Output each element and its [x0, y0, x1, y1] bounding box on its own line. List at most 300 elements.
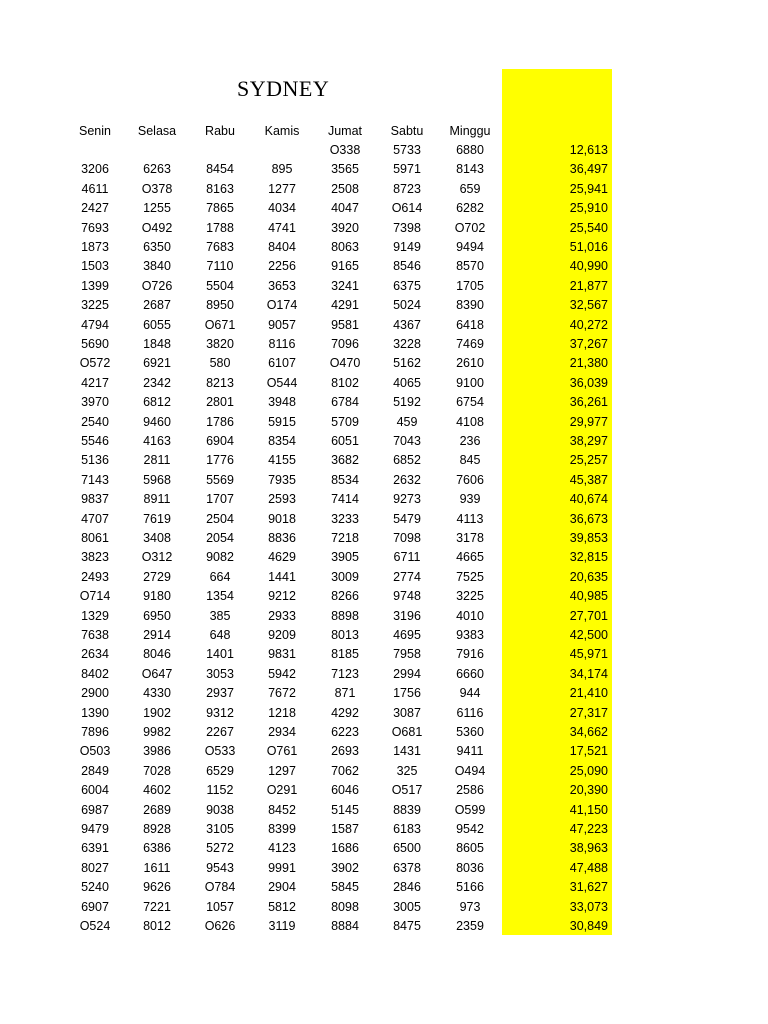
table-cell-senin: 5546: [81, 434, 109, 448]
table-cell-minggu: 9411: [456, 744, 484, 759]
table-cell-sabtu: 6500: [393, 841, 421, 856]
row-total-cell: 38,963: [569, 841, 608, 856]
table-cell-senin: 5136: [81, 453, 109, 468]
table-row: [0, 316, 768, 335]
table-cell-kamis: 5915: [268, 414, 296, 429]
table-cell-sabtu: 8546: [393, 259, 421, 274]
row-total-cell: 34,174: [569, 666, 608, 681]
column-header-row: [0, 122, 768, 141]
table-cell-sabtu: 5192: [393, 395, 421, 410]
table-cell-jumat: 3682: [331, 453, 359, 468]
table-cell-sabtu: 1431: [393, 744, 421, 759]
table-cell-minggu: 973: [459, 899, 481, 914]
table-cell-kamis: 9212: [268, 589, 296, 604]
table-cell-selasa: 1255: [143, 201, 171, 216]
table-cell-selasa: 6921: [143, 356, 171, 371]
table-cell-minggu: 1705: [456, 278, 484, 293]
table-cell-kamis: O174: [266, 298, 298, 313]
table-cell-kamis: O544: [266, 375, 298, 390]
table-cell-senin: 6004: [81, 783, 109, 798]
table-cell-sabtu: 5024: [393, 298, 421, 313]
table-cell-sabtu: 1756: [393, 686, 421, 701]
table-cell-jumat: 7123: [331, 666, 359, 681]
table-cell-minggu: 4108: [456, 414, 484, 429]
table-cell-minggu: 5166: [456, 880, 484, 895]
table-cell-rabu: 664: [209, 569, 231, 584]
table-cell-senin: 3823: [81, 550, 109, 565]
table-cell-selasa: 8911: [143, 492, 171, 507]
table-cell-minggu: 8605: [456, 841, 484, 856]
table-cell-sabtu: O614: [391, 201, 423, 216]
table-cell-sabtu: 5479: [393, 511, 421, 526]
table-cell-sabtu: 8475: [393, 919, 421, 933]
table-cell-jumat: 6046: [331, 783, 359, 798]
table-cell-selasa: [129, 141, 185, 160]
table-cell-minggu: 944: [459, 686, 481, 701]
table-cell-selasa: 6055: [143, 317, 171, 332]
table-cell-rabu: 6904: [206, 434, 234, 448]
table-cell-jumat: 7096: [331, 337, 359, 351]
column-header-selasa: Selasa: [137, 124, 177, 138]
table-cell-minggu: 5360: [456, 725, 484, 739]
table-cell-jumat: 8185: [331, 647, 359, 662]
table-cell-rabu: 2801: [206, 395, 234, 410]
table-cell-sabtu: 2994: [393, 666, 421, 681]
table-cell-minggu: 6282: [456, 201, 484, 216]
table-row: [0, 180, 768, 199]
table-cell-senin: 8061: [81, 531, 109, 545]
table-cell-sabtu: 3196: [393, 608, 421, 623]
table-cell-selasa: 1902: [143, 705, 171, 720]
row-total-cell: 25,090: [569, 763, 608, 778]
table-row: [0, 626, 768, 645]
column-header-senin: Senin: [79, 124, 111, 138]
table-cell-sabtu: 8723: [393, 181, 421, 196]
table-cell-kamis: 8399: [268, 822, 296, 836]
table-cell-sabtu: 6711: [393, 550, 421, 565]
table-cell-jumat: 6051: [331, 434, 359, 448]
table-cell-minggu: 7525: [456, 569, 484, 584]
table-cell-minggu: O494: [454, 763, 486, 778]
table-cell-selasa: O492: [141, 220, 173, 235]
column-header-kamis: Kamis: [264, 124, 300, 138]
table-cell-senin: 8402: [81, 666, 109, 681]
table-cell-rabu: 1401: [206, 647, 234, 662]
table-row: [0, 820, 768, 839]
table-cell-kamis: 3653: [268, 278, 296, 293]
table-cell-kamis: 3119: [268, 919, 296, 933]
table-cell-rabu: 9082: [206, 550, 234, 565]
table-cell-selasa: O726: [141, 278, 173, 293]
table-row: [0, 878, 768, 897]
table-cell-minggu: 9100: [456, 375, 484, 390]
table-cell-kamis: [254, 141, 310, 160]
table-cell-jumat: 5709: [331, 414, 359, 429]
table-cell-kamis: 7935: [268, 472, 296, 487]
row-total-cell: 37,267: [569, 337, 608, 351]
table-cell-minggu: 4113: [456, 511, 484, 526]
row-total-cell: 39,853: [569, 531, 608, 545]
table-cell-minggu: 6418: [456, 317, 484, 332]
row-total-cell: 12,613: [569, 143, 608, 157]
table-cell-kamis: 7672: [268, 686, 296, 701]
table-row: [0, 471, 768, 490]
row-total-cell: 25,540: [569, 220, 608, 235]
row-total-cell: 40,674: [569, 492, 608, 507]
table-cell-jumat: 6223: [331, 725, 359, 739]
table-cell-jumat: 2508: [331, 181, 359, 196]
table-row: [0, 917, 768, 936]
table-cell-rabu: 5504: [206, 278, 234, 293]
table-cell-selasa: 2687: [143, 298, 171, 313]
table-cell-sabtu: 2632: [393, 472, 421, 487]
table-cell-rabu: 3105: [206, 822, 234, 836]
table-cell-sabtu: 7958: [393, 647, 421, 662]
table-cell-minggu: 236: [459, 434, 481, 448]
table-cell-senin: 3970: [81, 395, 109, 410]
table-cell-minggu: 3178: [456, 531, 484, 545]
table-cell-minggu: 2586: [456, 783, 484, 798]
table-cell-jumat: 3241: [331, 278, 359, 293]
table-cell-rabu: O533: [204, 744, 236, 759]
table-cell-sabtu: 9149: [393, 240, 421, 254]
row-total-cell: 25,941: [569, 181, 608, 196]
table-cell-sabtu: 6183: [393, 822, 421, 836]
table-cell-rabu: 5272: [206, 841, 234, 856]
table-cell-minggu: 9494: [456, 240, 484, 254]
table-row: [0, 219, 768, 238]
table-cell-sabtu: 8839: [393, 802, 421, 817]
table-cell-selasa: 8046: [143, 647, 171, 662]
table-cell-rabu: 2267: [206, 725, 234, 739]
table-cell-senin: 1503: [81, 259, 109, 274]
column-header-rabu: Rabu: [205, 124, 235, 138]
table-cell-kamis: 1218: [268, 705, 296, 720]
table-cell-rabu: 6529: [206, 763, 234, 778]
row-total-cell: 40,272: [569, 317, 608, 332]
table-row: [0, 723, 768, 742]
sheet-title: SYDNEY: [237, 76, 330, 101]
table-cell-minggu: 4010: [456, 608, 484, 623]
table-row: [0, 665, 768, 684]
table-cell-jumat: 8266: [331, 589, 359, 604]
table-cell-kamis: 9018: [268, 511, 296, 526]
table-cell-sabtu: 4695: [393, 628, 421, 642]
table-cell-senin: 4707: [81, 511, 109, 526]
table-cell-minggu: 4665: [456, 550, 484, 565]
table-row: [0, 762, 768, 781]
table-cell-jumat: 8102: [331, 375, 359, 390]
table-cell-rabu: 648: [209, 628, 231, 642]
table-cell-senin: 1329: [81, 608, 109, 623]
table-cell-selasa: 9982: [143, 725, 171, 739]
table-cell-kamis: O291: [266, 783, 298, 798]
table-row: [0, 277, 768, 296]
table-cell-senin: 6907: [81, 899, 109, 914]
table-cell-rabu: 1152: [206, 783, 234, 798]
table-cell-selasa: 8928: [143, 822, 171, 836]
table-cell-selasa: 2342: [143, 375, 171, 390]
table-cell-minggu: 659: [459, 181, 481, 196]
table-cell-kamis: 6107: [268, 356, 296, 371]
table-cell-minggu: 8143: [456, 162, 484, 177]
table-cell-senin: [67, 141, 123, 160]
table-cell-kamis: 5942: [268, 666, 296, 681]
table-cell-kamis: 9209: [268, 628, 296, 642]
table-row: [0, 607, 768, 626]
table-cell-rabu: O671: [204, 317, 236, 332]
table-cell-selasa: 7221: [143, 899, 171, 914]
row-total-cell: 27,701: [569, 608, 608, 623]
row-total-cell: 34,662: [569, 725, 608, 739]
table-cell-kamis: 2904: [268, 880, 296, 895]
table-row: [0, 432, 768, 451]
table-cell-sabtu: 4065: [393, 375, 421, 390]
table-cell-kamis: 5812: [268, 899, 296, 914]
table-cell-rabu: [192, 141, 248, 160]
table-cell-senin: 5240: [81, 880, 109, 895]
table-row: [0, 859, 768, 878]
table-cell-jumat: 4291: [331, 298, 359, 313]
table-cell-senin: 7896: [81, 725, 109, 739]
table-cell-sabtu: 5971: [393, 162, 421, 177]
table-cell-kamis: 2256: [268, 259, 296, 274]
table-cell-rabu: 385: [209, 608, 231, 623]
row-total-cell: 25,257: [569, 453, 608, 468]
table-cell-rabu: 1786: [206, 414, 234, 429]
table-cell-selasa: 4602: [143, 783, 171, 798]
table-cell-senin: 1390: [81, 705, 109, 720]
table-row: [0, 160, 768, 179]
table-cell-senin: 3225: [81, 298, 109, 313]
table-cell-selasa: 6350: [143, 240, 171, 254]
table-cell-rabu: 1776: [206, 453, 234, 468]
table-cell-sabtu: O517: [391, 783, 423, 798]
table-cell-kamis: 8452: [268, 802, 296, 817]
table-cell-selasa: 5968: [143, 472, 171, 487]
table-cell-kamis: 4741: [268, 220, 296, 235]
row-total-cell: 40,985: [569, 589, 608, 604]
table-cell-minggu: 6116: [456, 705, 484, 720]
table-cell-senin: 5690: [81, 337, 109, 351]
row-total-cell: 33,073: [569, 899, 608, 914]
table-cell-kamis: 8354: [268, 434, 296, 448]
table-cell-minggu: 2610: [456, 356, 484, 371]
row-total-cell: 32,567: [569, 298, 608, 313]
table-cell-senin: 2900: [81, 686, 109, 701]
table-cell-rabu: 1788: [206, 220, 234, 235]
table-cell-minggu: 6880: [456, 143, 484, 157]
table-cell-senin: 1873: [81, 240, 109, 254]
table-cell-sabtu: 3228: [393, 337, 421, 351]
table-row: [0, 199, 768, 218]
table-cell-senin: 4794: [81, 317, 109, 332]
table-cell-selasa: O647: [141, 666, 173, 681]
table-cell-selasa: 7619: [143, 511, 171, 526]
table-cell-selasa: 1848: [143, 337, 171, 351]
table-row: [0, 257, 768, 276]
column-header-jumat: Jumat: [327, 124, 363, 138]
table-row: [0, 684, 768, 703]
table-cell-selasa: 2729: [143, 569, 171, 584]
table-cell-selasa: 8012: [143, 919, 171, 933]
table-cell-minggu: 8036: [456, 860, 484, 875]
table-cell-rabu: O784: [204, 880, 236, 895]
table-cell-jumat: 6784: [331, 395, 359, 410]
row-total-cell: 47,223: [569, 822, 608, 836]
table-cell-senin: 9479: [81, 822, 109, 836]
table-row: [0, 781, 768, 800]
table-cell-sabtu: 325: [396, 763, 418, 778]
row-total-cell: 32,815: [569, 550, 608, 565]
table-cell-selasa: 2811: [143, 453, 171, 468]
table-cell-senin: 7638: [81, 628, 109, 642]
table-row: [0, 393, 768, 412]
table-row: [0, 645, 768, 664]
table-cell-senin: 6391: [81, 841, 109, 856]
table-cell-jumat: 2693: [331, 744, 359, 759]
table-row: [0, 354, 768, 373]
table-cell-kamis: 2933: [268, 608, 296, 623]
table-cell-rabu: 3820: [206, 337, 234, 351]
table-cell-jumat: 8063: [331, 240, 359, 254]
table-row: [0, 451, 768, 470]
table-cell-jumat: 8884: [331, 919, 359, 933]
table-cell-rabu: 2504: [206, 511, 234, 526]
table-row: [0, 141, 768, 160]
table-cell-selasa: 6950: [143, 608, 171, 623]
table-cell-rabu: O626: [204, 919, 236, 933]
table-cell-jumat: 3565: [331, 162, 359, 177]
table-cell-senin: 2493: [81, 569, 109, 584]
table-cell-kamis: 895: [271, 162, 293, 177]
table-cell-rabu: 8213: [206, 375, 234, 390]
table-cell-senin: 7693: [81, 220, 109, 235]
row-total-cell: 42,500: [569, 628, 608, 642]
table-cell-selasa: 9460: [143, 414, 171, 429]
table-cell-minggu: O702: [454, 220, 486, 235]
row-total-cell: 30,849: [569, 919, 608, 933]
table-cell-sabtu: 9748: [393, 589, 421, 604]
table-cell-kamis: 3948: [268, 395, 296, 410]
row-total-cell: 20,390: [569, 783, 608, 798]
table-cell-rabu: 5569: [206, 472, 234, 487]
table-row: [0, 413, 768, 432]
table-row: [0, 704, 768, 723]
table-cell-senin: 2427: [81, 201, 109, 216]
table-cell-kamis: 9991: [268, 860, 296, 875]
row-total-cell: 17,521: [569, 744, 608, 759]
table-cell-sabtu: 2774: [393, 569, 421, 584]
table-cell-kamis: 1441: [268, 569, 296, 584]
table-cell-jumat: 3233: [331, 511, 359, 526]
row-total-cell: 38,297: [569, 434, 608, 448]
table-cell-jumat: 8013: [331, 628, 359, 642]
table-cell-selasa: 9626: [143, 880, 171, 895]
row-total-cell: 29,977: [569, 414, 608, 429]
table-cell-selasa: 3408: [143, 531, 171, 545]
table-row: [0, 898, 768, 917]
table-cell-minggu: 939: [459, 492, 481, 507]
table-cell-selasa: 7028: [143, 763, 171, 778]
table-cell-kamis: 8404: [268, 240, 296, 254]
table-cell-jumat: 7062: [331, 763, 359, 778]
table-cell-senin: O572: [79, 356, 111, 371]
table-cell-selasa: O378: [141, 181, 173, 196]
table-cell-senin: 2540: [81, 414, 109, 429]
table-cell-kamis: 4155: [268, 453, 296, 468]
table-cell-jumat: 3009: [331, 569, 359, 584]
table-cell-senin: 3206: [81, 162, 109, 177]
table-cell-sabtu: 4367: [393, 317, 421, 332]
table-cell-jumat: 3920: [331, 220, 359, 235]
table-cell-minggu: 9542: [456, 822, 484, 836]
table-cell-jumat: 9165: [331, 259, 359, 274]
table-cell-jumat: 5845: [331, 880, 359, 895]
table-cell-sabtu: 7043: [393, 434, 421, 448]
row-total-cell: 40,990: [569, 259, 608, 274]
table-row: [0, 801, 768, 820]
table-cell-jumat: 871: [334, 686, 356, 701]
table-cell-kamis: 4123: [268, 841, 296, 856]
table-cell-rabu: 580: [209, 356, 231, 371]
table-cell-sabtu: 6378: [393, 860, 421, 875]
table-row: [0, 335, 768, 354]
row-total-cell: 21,380: [569, 356, 608, 371]
row-total-cell: 36,497: [569, 162, 608, 177]
row-total-cell: 27,317: [569, 705, 608, 720]
table-cell-senin: 4217: [81, 375, 109, 390]
table-cell-rabu: 1354: [206, 589, 234, 604]
table-cell-selasa: 2689: [143, 802, 171, 817]
table-cell-jumat: 8098: [331, 899, 359, 914]
table-cell-rabu: 1057: [206, 899, 234, 914]
table-cell-minggu: 3225: [456, 589, 484, 604]
table-cell-rabu: 3053: [206, 666, 234, 681]
table-cell-sabtu: 7098: [393, 531, 421, 545]
table-cell-sabtu: 5733: [393, 143, 421, 157]
table-cell-minggu: 845: [459, 453, 481, 468]
table-cell-selasa: 9180: [143, 589, 171, 604]
table-cell-kamis: 4629: [268, 550, 296, 565]
table-cell-kamis: 1297: [268, 763, 296, 778]
table-cell-kamis: 2934: [268, 725, 296, 739]
row-total-cell: 36,673: [569, 511, 608, 526]
row-total-cell: 20,635: [569, 569, 608, 584]
table-row: [0, 742, 768, 761]
table-cell-selasa: 4163: [143, 434, 171, 448]
table-cell-kamis: 9057: [268, 317, 296, 332]
table-cell-senin: 7143: [81, 472, 109, 487]
table-cell-sabtu: 6852: [393, 453, 421, 468]
table-cell-senin: O524: [79, 919, 111, 933]
table-cell-rabu: 8454: [206, 162, 234, 177]
table-cell-jumat: 7218: [331, 531, 359, 545]
table-cell-rabu: 2937: [206, 686, 234, 701]
row-total-cell: 36,039: [569, 375, 608, 390]
table-row: [0, 568, 768, 587]
table-cell-senin: 9837: [81, 492, 109, 507]
table-row: [0, 529, 768, 548]
table-cell-rabu: 8163: [206, 181, 234, 196]
table-cell-rabu: 2054: [206, 531, 234, 545]
table-cell-minggu: 7469: [456, 337, 484, 351]
table-cell-rabu: 9543: [206, 860, 234, 875]
table-cell-rabu: 9038: [206, 802, 234, 817]
row-total-cell: 21,410: [569, 686, 608, 701]
table-cell-rabu: 8950: [206, 298, 234, 313]
table-row: [0, 296, 768, 315]
